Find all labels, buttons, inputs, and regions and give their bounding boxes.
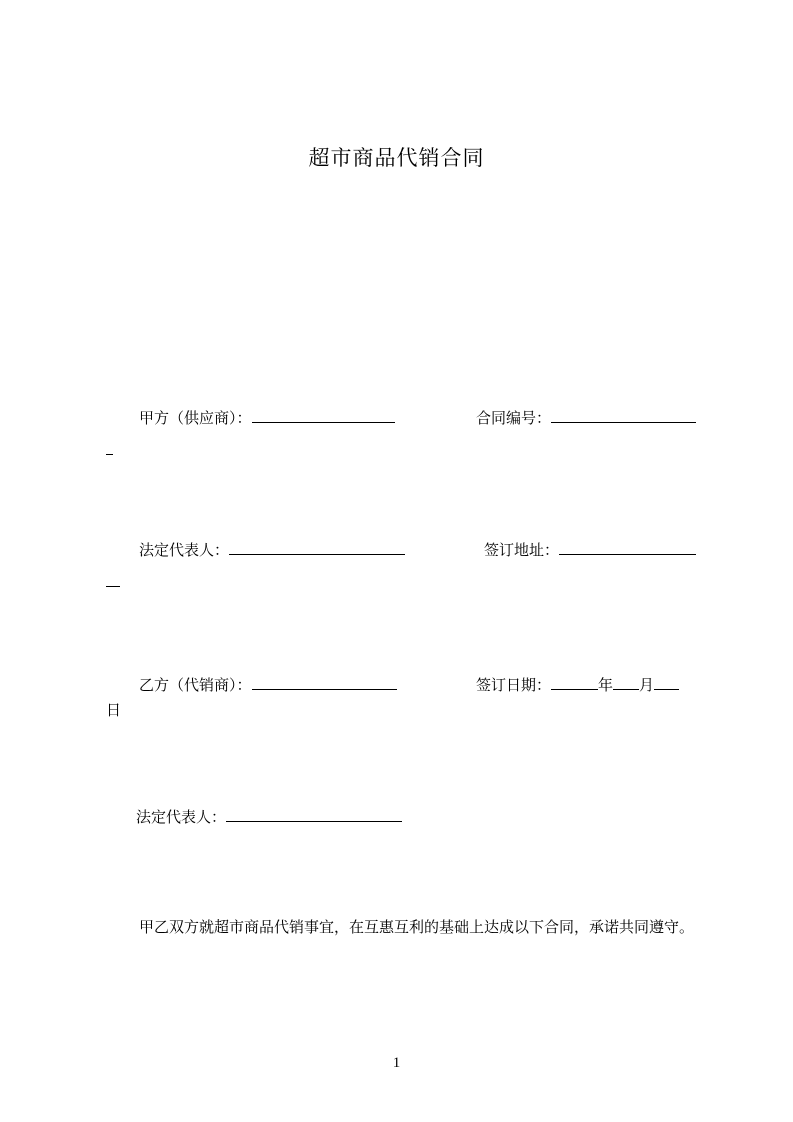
- contract-no-blank-wrap: [106, 440, 113, 460]
- party-a-field: [139, 408, 395, 428]
- sign-date-year-blank[interactable]: [551, 675, 598, 690]
- party-b-blank[interactable]: [252, 675, 397, 690]
- legal-rep-b-blank[interactable]: [226, 807, 402, 822]
- party-b-field: [139, 675, 397, 695]
- sign-place-field: [484, 540, 696, 560]
- intro-paragraph: 甲乙双方就超市商品代销事宜，在互惠互利的基础上达成以下合同，承诺共同遵守。: [139, 918, 695, 936]
- legal-rep-a-field: [139, 540, 405, 560]
- page-number: 1: [392, 1055, 401, 1071]
- day-label: 日: [106, 701, 122, 719]
- party-a-blank[interactable]: [252, 408, 395, 423]
- legal-rep-a-blank[interactable]: [229, 540, 405, 555]
- party-a-label: 甲方（供应商）：: [139, 409, 252, 427]
- sign-date-label: 签订日期：: [476, 676, 552, 694]
- sign-date-field: [476, 675, 679, 695]
- sign-date-day-blank[interactable]: [654, 675, 679, 690]
- year-label: 年: [598, 676, 614, 694]
- legal-rep-b-field: [136, 807, 402, 827]
- sign-date-month-blank[interactable]: [613, 675, 639, 690]
- party-b-label: 乙方（代销商）：: [139, 676, 252, 694]
- sign-place-blank[interactable]: [559, 540, 696, 555]
- legal-rep-a-label: 法定代表人：: [139, 541, 230, 559]
- document-title: 超市商品代销合同: [308, 146, 485, 170]
- sign-place-blank-wrap: [106, 572, 120, 592]
- sign-place-blank-continued[interactable]: [106, 572, 120, 587]
- contract-no-label: 合同编号：: [476, 409, 552, 427]
- day-label-wrap: [106, 700, 121, 720]
- contract-no-blank[interactable]: [551, 408, 696, 423]
- contract-no-blank-continued[interactable]: [106, 440, 113, 455]
- month-label: 月: [639, 676, 655, 694]
- legal-rep-b-label: 法定代表人：: [136, 808, 227, 826]
- contract-no-field: [476, 408, 696, 428]
- sign-place-label: 签订地址：: [484, 541, 560, 559]
